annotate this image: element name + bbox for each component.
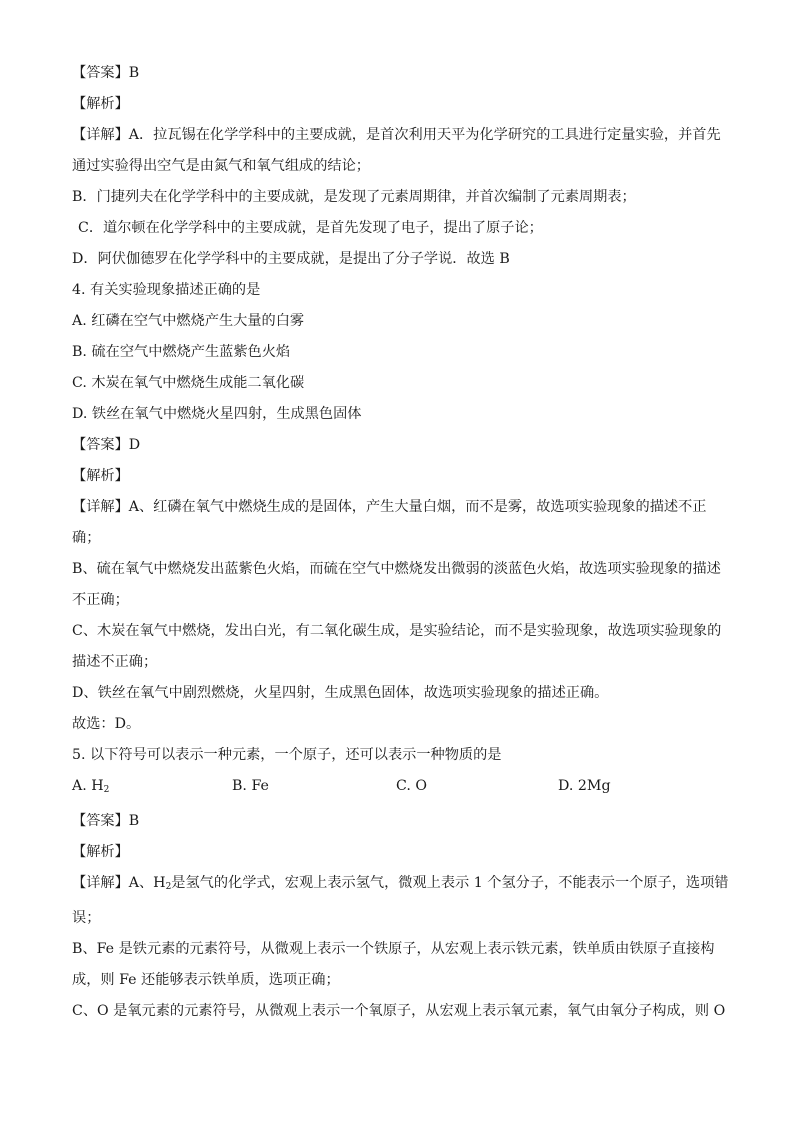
text-line: C、木炭在氧气中燃烧，发出白光，有二氧化碳生成，是实验结论，而不是实验现象，故选项实验现象的 bbox=[72, 623, 722, 639]
detail-a-post: 是氢气的化学式，宏观上表示氢气，微观上表示 1 个氢分子，不能表示一个原子，选项错 bbox=[171, 875, 729, 891]
option-a-label: A. H bbox=[72, 778, 104, 794]
text-line: C. 木炭在氧气中燃烧生成能二氧化碳 bbox=[72, 375, 305, 391]
text-line: 不正确； bbox=[72, 592, 129, 608]
text-line: 【解析】 bbox=[72, 468, 129, 484]
text-line: 【解析】 bbox=[72, 96, 129, 112]
detail-line: 成，则 Fe 还能够表示铁单质，选项正确； bbox=[72, 972, 340, 988]
text-line: B. 硫在空气中燃烧产生蓝紫色火焰 bbox=[72, 344, 291, 360]
text-line: D、铁丝在氧气中剧烈燃烧，火星四射，生成黑色固体，故选项实验现象的描述正确。 bbox=[72, 685, 609, 701]
text-line: D．阿伏伽德罗在化学学科中的主要成就，是提出了分子学说．故选 B bbox=[72, 251, 510, 267]
options-row bbox=[72, 775, 722, 802]
detail-a-pre: 【详解】A、H bbox=[72, 875, 166, 891]
option-a bbox=[72, 775, 232, 802]
text-line: 5. 以下符号可以表示一种元素，一个原子，还可以表示一种物质的是 bbox=[72, 747, 502, 763]
option-c: C. O bbox=[396, 778, 428, 794]
text-line: 【答案】D bbox=[72, 437, 141, 453]
text-line: 描述不正确； bbox=[72, 654, 158, 670]
detail-line: B、Fe 是铁元素的元素符号，从微观上表示一个铁原子，从宏观上表示铁元素，铁单质由铁原子直接构 bbox=[72, 941, 715, 957]
text-line: A. 红磷在空气中燃烧产生大量的白雾 bbox=[72, 313, 305, 329]
text-line: B、硫在氧气中燃烧发出蓝紫色火焰，而硫在空气中燃烧发出微弱的淡蓝色火焰，故选项实验现象的描述 bbox=[72, 561, 721, 577]
text-line: 确； bbox=[72, 530, 101, 546]
detail-line: C、O 是氧元素的元素符号，从微观上表示一个氧原子，从宏观上表示氧元素，氧气由氧分子构成，则 O bbox=[72, 1003, 726, 1019]
text-line: 4. 有关实验现象描述正确的是 bbox=[72, 282, 261, 298]
document-body bbox=[72, 62, 729, 1023]
text-line: D. 铁丝在氧气中燃烧火星四射，生成黑色固体 bbox=[72, 406, 362, 422]
text-line: B．门捷列夫在化学学科中的主要成就，是发现了元素周期律，并首次编制了元素周期表； bbox=[72, 189, 636, 205]
detail-line bbox=[72, 872, 729, 899]
detail-a-subscript: 2 bbox=[165, 882, 172, 892]
text-line: 【答案】B bbox=[72, 813, 140, 829]
text-line: 通过实验得出空气是由氮气和氧气组成的结论； bbox=[72, 158, 370, 174]
text-line: 【详解】A．拉瓦锡在化学学科中的主要成就，是首次利用天平为化学研究的工具进行定量实验，并首先 bbox=[72, 127, 721, 143]
detail-line: 误； bbox=[72, 910, 101, 926]
text-line: C．道尔顿在化学学科中的主要成就，是首先发现了电子，提出了原子论； bbox=[78, 220, 543, 236]
text-line: 【答案】B bbox=[72, 65, 140, 81]
text-line: 故选：D。 bbox=[72, 716, 141, 732]
option-b: B. Fe bbox=[232, 778, 269, 794]
option-a-subscript: 2 bbox=[103, 785, 110, 795]
option-d: D. 2Mg bbox=[558, 778, 611, 794]
text-line: 【解析】 bbox=[72, 844, 129, 860]
text-line: 【详解】A、红磷在氧气中燃烧生成的是固体，产生大量白烟，而不是雾，故选项实验现象的描述不正 bbox=[72, 499, 707, 515]
